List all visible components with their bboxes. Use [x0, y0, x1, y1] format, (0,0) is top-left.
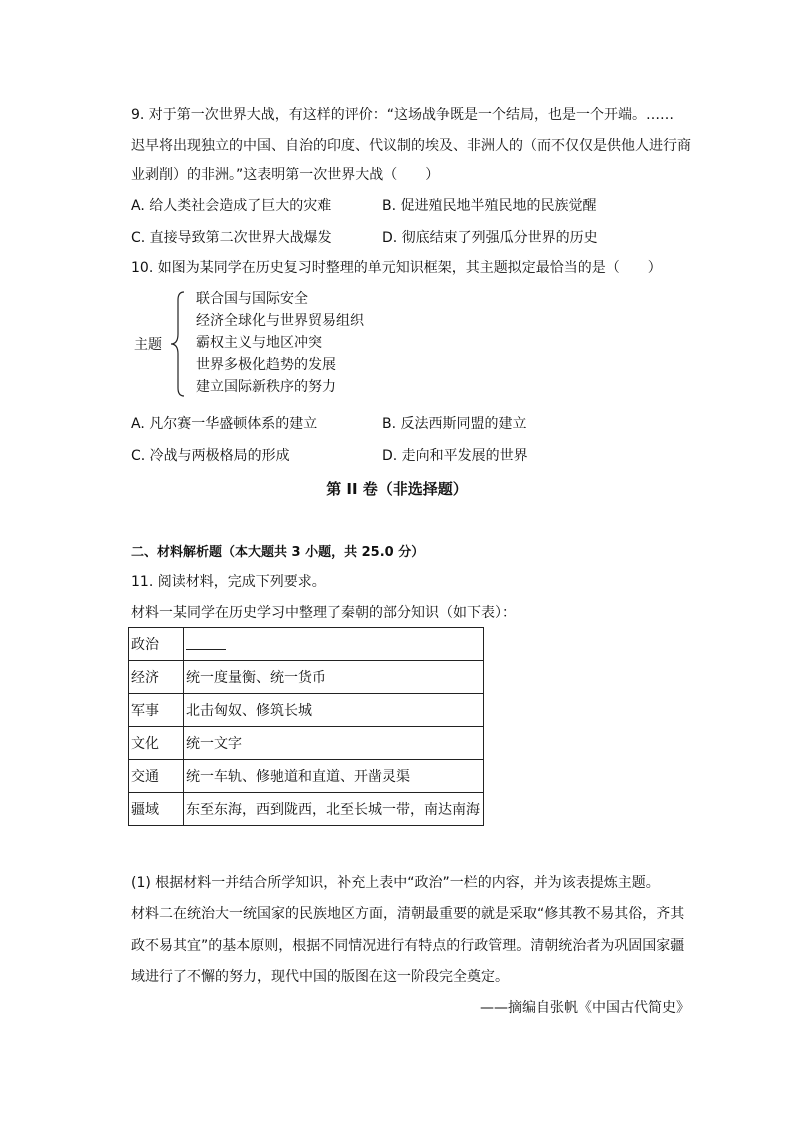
q11-material-one: 材料一某同学在历史学习中整理了秦朝的部分知识（如下表）：: [131, 605, 516, 621]
table-value: 北击匈奴、修筑长城: [184, 694, 484, 727]
table-row: [129, 628, 484, 661]
q11-stem: 11. 阅读材料，完成下列要求。: [131, 574, 326, 590]
table-key: 文化: [129, 727, 184, 760]
q10-item: 联合国与国际安全: [196, 291, 308, 307]
q10-option-d: D. 走向和平发展的世界: [382, 448, 528, 464]
q9-stem-line-3: 业剥削）的非洲。”这表明第一次世界大战（ ）: [131, 167, 440, 183]
part-two-title: 第 II 卷（非选择题）: [326, 480, 468, 498]
table-row: [129, 694, 484, 727]
table-key: 经济: [129, 661, 184, 694]
q10-item: 经济全球化与世界贸易组织: [196, 313, 364, 329]
section-two-heading: 二、材料解析题（本大题共 3 小题，共 25.0 分）: [131, 545, 425, 560]
table-row: [129, 760, 484, 793]
qin-dynasty-table: [128, 627, 484, 826]
q9-stem-line-2: 迟早将出现独立的中国、自治的印度、代议制的埃及、非洲人的（而不仅仅是供他人进行商: [131, 138, 691, 154]
q10-option-c: C. 冷战与两极格局的形成: [131, 448, 290, 464]
q9-option-d: D. 彻底结束了列强瓜分世界的历史: [382, 230, 598, 246]
table-row: [129, 793, 484, 826]
table-key: 政治: [129, 628, 184, 661]
left-brace-icon: [168, 290, 188, 398]
q11-source-citation: ——摘编自张帆《中国古代简史》: [480, 1000, 690, 1016]
q10-item: 世界多极化趋势的发展: [196, 357, 336, 373]
q9-option-a: A. 给人类社会造成了巨大的灾难: [131, 198, 332, 214]
table-key: 军事: [129, 694, 184, 727]
table-key: 交通: [129, 760, 184, 793]
q11-material-two-line-2: 政不易其宜”的基本原则，根据不同情况进行有特点的行政管理。清朝统治者为巩固国家疆: [131, 938, 685, 954]
q9-option-b: B. 促进殖民地半殖民地的民族觉醒: [382, 198, 597, 214]
table-row: [129, 661, 484, 694]
table-row: [129, 727, 484, 760]
q10-option-b: B. 反法西斯同盟的建立: [382, 416, 527, 432]
q11-material-two-line-1: 材料二在统治大一统国家的民族地区方面，清朝最重要的就是采取“修其教不易其俗，齐其: [131, 906, 685, 922]
table-value: 东至东海，西到陇西，北至长城一带，南达南海: [184, 793, 484, 826]
q9-option-c: C. 直接导致第二次世界大战爆发: [131, 230, 332, 246]
q11-sub-question-1: (1) 根据材料一并结合所学知识，补充上表中“政治”一栏的内容，并为该表提炼主题。: [131, 875, 660, 891]
q10-stem: 10. 如图为某同学在历史复习时整理的单元知识框架，其主题拟定最恰当的是（ ）: [131, 260, 662, 276]
fill-blank[interactable]: [186, 635, 226, 650]
q11-material-two-line-3: 域进行了不懈的努力，现代中国的版图在这一阶段完全奠定。: [131, 969, 509, 985]
q10-option-a: A. 凡尔赛一华盛顿体系的建立: [131, 416, 318, 432]
q10-item: 霸权主义与地区冲突: [196, 335, 322, 351]
table-value: 统一度量衡、统一货币: [184, 661, 484, 694]
table-value-blank[interactable]: [184, 628, 484, 661]
q9-stem-line-1: 9. 对于第一次世界大战，有这样的评价：“这场战争既是一个结局，也是一个开端。……: [131, 107, 675, 123]
table-value: 统一车轨、修驰道和直道、开凿灵渠: [184, 760, 484, 793]
q10-item: 建立国际新秩序的努力: [196, 379, 336, 395]
table-value: 统一文字: [184, 727, 484, 760]
q10-topic-label: 主题: [134, 337, 162, 353]
table-key: 疆域: [129, 793, 184, 826]
